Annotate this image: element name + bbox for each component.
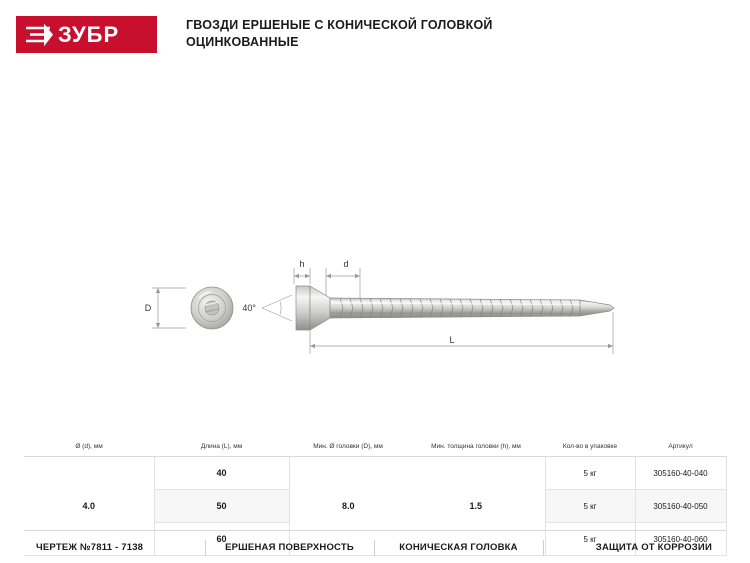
- page-header: [0, 0, 750, 62]
- column-header-article: Артикул: [635, 437, 726, 457]
- label-head-thickness: h: [299, 259, 305, 269]
- dimension-length: [310, 312, 613, 354]
- footer-item-surface: ЕРШЕНАЯ ПОВЕРХНОСТЬ: [205, 542, 374, 553]
- page-footer: [24, 530, 726, 553]
- arrow-icon: [24, 23, 54, 47]
- table-header-row: [24, 437, 726, 457]
- label-head-angle: 40°: [242, 303, 256, 313]
- cell-length: 60: [154, 523, 289, 556]
- page-title-line1: ГВОЗДИ ЕРШЕНЫЕ С КОНИЧЕСКОЙ ГОЛОВКОЙ: [186, 18, 493, 32]
- cell-length: 50: [154, 490, 289, 523]
- column-header-length: Длина (L), мм: [154, 437, 289, 457]
- label-length: L: [449, 335, 455, 345]
- footer-item-head: КОНИЧЕСКАЯ ГОЛОВКА: [374, 542, 543, 553]
- cell-head-thickness: 1.5: [407, 457, 545, 556]
- head-front-view: [191, 287, 233, 329]
- dimension-head-angle: [242, 295, 292, 321]
- product-drawing: [0, 62, 750, 422]
- cell-pack-qty: 5 кг: [545, 523, 635, 556]
- dimension-shank-diameter: [326, 259, 360, 298]
- brand-logo-text: ЗУБР: [58, 21, 120, 47]
- nail-side-view: [296, 286, 614, 330]
- cell-article: 305160-40-040: [635, 457, 726, 490]
- footer-item-corrosion: ЗАЩИТА ОТ КОРРОЗИИ: [543, 542, 726, 553]
- label-shank-diameter: d: [343, 259, 349, 269]
- column-header-diameter: Ø (d), мм: [24, 437, 154, 457]
- column-header-head-thickness: Мин. толщина головки (h), мм: [407, 437, 545, 457]
- cell-length: 40: [154, 457, 289, 490]
- table-row: [24, 457, 726, 490]
- brand-logo: [16, 16, 157, 53]
- cell-diameter: 4.0: [24, 457, 154, 556]
- cell-head-diameter: 8.0: [289, 457, 407, 556]
- page-title: [186, 17, 493, 51]
- footer-item-drawing: ЧЕРТЕЖ №7811 - 7138: [36, 542, 144, 553]
- cell-article: 305160-40-060: [635, 523, 726, 556]
- column-header-head-diameter: Мин. Ø головки (D), мм: [289, 437, 407, 457]
- page-title-line2: ОЦИНКОВАННЫЕ: [186, 34, 299, 49]
- column-header-pack-qty: Кол-во в упаковке: [545, 437, 635, 457]
- dimension-head-thickness: [294, 259, 310, 284]
- nail-technical-drawing: [0, 62, 750, 422]
- cell-pack-qty: 5 кг: [545, 457, 635, 490]
- cell-pack-qty: 5 кг: [545, 490, 635, 523]
- cell-article: 305160-40-050: [635, 490, 726, 523]
- dimension-head-diameter: [145, 288, 186, 328]
- label-head-diameter: D: [144, 303, 152, 313]
